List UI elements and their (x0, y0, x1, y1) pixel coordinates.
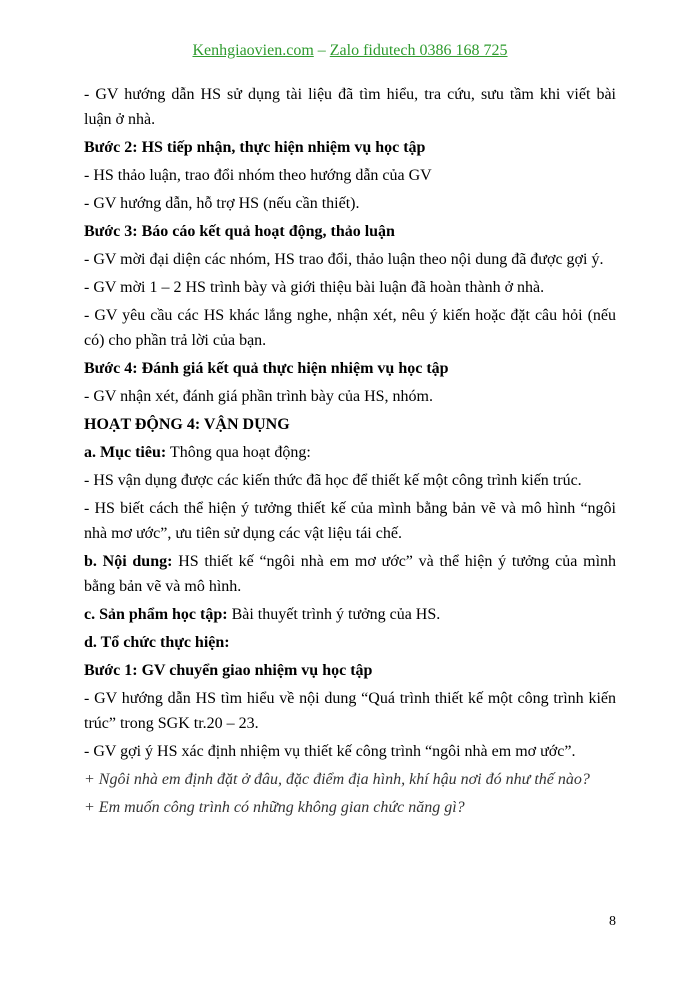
text-line: - GV hướng dẫn HS tìm hiểu về nội dung “Quá trình thiết kế một công trình kiến (84, 690, 616, 707)
content-text: HS thiết kế “ngôi nhà em mơ ước” và thể hiện ý tưởng của mình (178, 553, 617, 570)
section-heading: d. Tổ chức thực hiện: (84, 634, 230, 651)
site-link[interactable]: Kenhgiaovien.com (192, 42, 314, 59)
text-line: - GV mời đại diện các nhóm, HS trao đổi, thảo luận theo nội dung đã được gợi ý. (84, 251, 604, 268)
page-number: 8 (609, 914, 616, 929)
text-line: - GV mời 1 – 2 HS trình bày và giới thiệu bài luận đã hoàn thành ở nhà. (84, 279, 545, 296)
step-heading: Bước 1: GV chuyển giao nhiệm vụ học tập (84, 662, 373, 679)
objective-label: a. Mục tiêu: (84, 444, 167, 461)
text-line: có) cho phần trả lời của bạn. (84, 332, 267, 349)
product-text: Bài thuyết trình ý tưởng của HS. (231, 606, 441, 623)
content-label: b. Nội dung: (84, 553, 173, 570)
objective-line (84, 440, 616, 465)
text-line: - GV hướng dẫn HS sử dụng tài liệu đã tìm hiểu, tra cứu, sưu tầm khi viết bài (84, 86, 616, 103)
text-line: - GV nhận xét, đánh giá phần trình bày của HS, nhóm. (84, 388, 433, 405)
objective-text: Thông qua hoạt động: (169, 444, 311, 461)
text-line: - HS biết cách thể hiện ý tưởng thiết kế của mình bằng bản vẽ và mô hình “ngôi (84, 500, 616, 517)
text-line: trúc” trong SGK tr.20 – 23. (84, 715, 259, 732)
contact-link[interactable]: Zalo fidutech 0386 168 725 (329, 42, 508, 59)
text-line: - GV gợi ý HS xác định nhiệm vụ thiết kế công trình “ngôi nhà em mơ ước”. (84, 743, 576, 760)
question-line: + Ngôi nhà em định đặt ở đâu, đặc điểm địa hình, khí hậu nơi đó như thế nào? (84, 771, 590, 788)
product-label: c. Sản phẩm học tập: (84, 606, 228, 623)
question-line: + Em muốn công trình có những không gian chức năng gì? (84, 799, 465, 816)
step-heading: Bước 2: HS tiếp nhận, thực hiện nhiệm vụ học tập (84, 139, 426, 156)
text-line: - HS thảo luận, trao đổi nhóm theo hướng dẫn của GV (84, 167, 432, 184)
text-line: - GV yêu cầu các HS khác lắng nghe, nhận xét, nêu ý kiến hoặc đặt câu hỏi (nếu (84, 307, 616, 324)
text-line: luận ở nhà. (84, 111, 156, 128)
text-line: - HS vận dụng được các kiến thức đã học để thiết kế một công trình kiến trúc. (84, 472, 582, 489)
text-line: - GV hướng dẫn, hỗ trợ HS (nếu cần thiết). (84, 195, 360, 212)
header-separator: – (313, 42, 330, 59)
content-line (84, 549, 616, 574)
product-line (84, 602, 616, 627)
text-line: bằng bản vẽ và mô hình. (84, 578, 242, 595)
document-body (84, 82, 616, 823)
step-heading: Bước 3: Báo cáo kết quả hoạt động, thảo luận (84, 223, 395, 240)
step-heading: Bước 4: Đánh giá kết quả thực hiện nhiệm vụ học tập (84, 360, 449, 377)
text-line: nhà mơ ước”, ưu tiên sử dụng các vật liệu tái chế. (84, 525, 402, 542)
activity-heading: HOẠT ĐỘNG 4: VẬN DỤNG (84, 416, 290, 433)
page-header (0, 42, 700, 60)
